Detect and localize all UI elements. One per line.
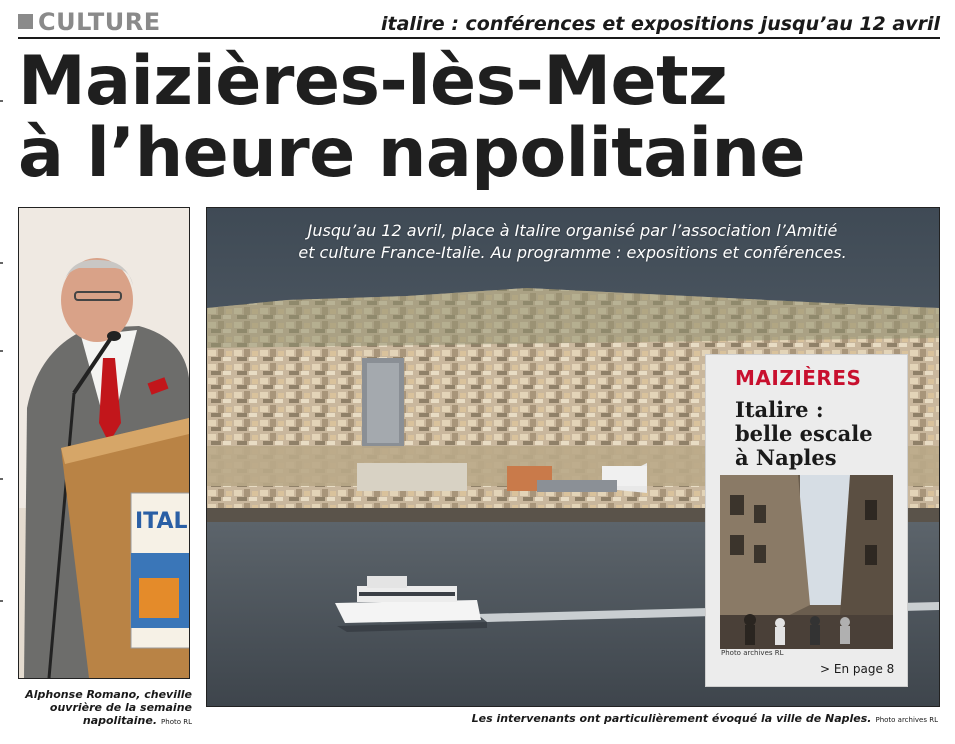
street-illustration: [720, 475, 893, 649]
rubric-square-icon: [18, 14, 33, 29]
naples-caption-text: Les intervenants ont particulièrement évoqué la ville de Naples.: [471, 712, 872, 725]
photo-intro-line-1: Jusqu’au 12 avril, place à Italire organisé par l’association l’Amitié: [307, 221, 838, 240]
naples-caption: [430, 712, 938, 725]
headline-line-2: à l’heure napolitaine: [18, 114, 806, 193]
fold-mark: [0, 262, 3, 264]
speaker-photo-credit: Photo RL: [161, 718, 192, 726]
fold-mark: [0, 478, 3, 480]
header-rule: [18, 37, 940, 39]
photo-intro-line-2: et culture France-Italie. Au programme : expositions et conférences.: [298, 243, 847, 262]
speaker-caption-text: Alphonse Romano, cheville ouvrière de la semaine napolitaine.: [25, 688, 192, 727]
strap-line: italire : conférences et expositions jusqu’au 12 avril: [381, 13, 940, 35]
speaker-caption: [18, 688, 192, 729]
teaser-page-link[interactable]: > En page 8: [820, 662, 895, 676]
fold-mark: [0, 600, 3, 602]
fold-mark: [0, 100, 3, 102]
speaker-photo: [18, 207, 190, 679]
naples-street-photo: [720, 475, 893, 649]
photo-intro: [215, 220, 930, 264]
poster-text: ITAL: [135, 509, 188, 534]
teaser-title-line-2: belle escale: [735, 421, 873, 446]
headline-line-1: Maizières-lès-Metz: [18, 42, 728, 121]
teaser-title-line-1: Italire :: [735, 397, 824, 422]
teaser-photo-credit: Photo archives RL: [721, 649, 784, 657]
teaser-title-line-3: à Naples: [735, 445, 837, 470]
section-rubric: CULTURE: [38, 8, 161, 36]
teaser-kicker: MAIZIÈRES: [735, 366, 862, 390]
fold-mark: [0, 350, 3, 352]
naples-photo-credit: Photo archives RL: [875, 716, 938, 724]
speaker-illustration: [19, 208, 189, 678]
